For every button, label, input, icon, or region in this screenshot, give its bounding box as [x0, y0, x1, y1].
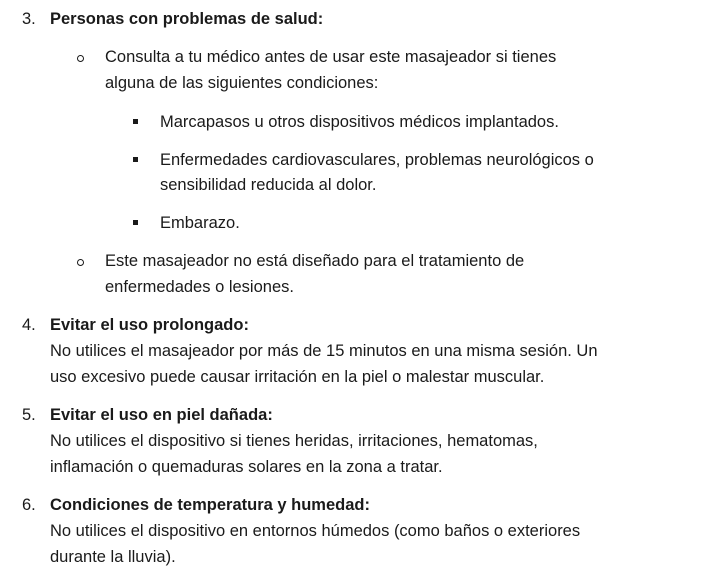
list-item-text: Este masajeador no está diseñado para el tratamiento de	[105, 252, 525, 270]
section-number: 5.	[22, 406, 36, 424]
list-item-text: sensibilidad reducida al dolor.	[160, 176, 377, 194]
section-number: 6.	[22, 496, 36, 514]
square-bullet-icon	[133, 157, 138, 162]
section-body-text: durante la lluvia).	[50, 548, 176, 566]
circle-bullet-icon	[77, 259, 84, 266]
list-item-text: Embarazo.	[160, 214, 240, 232]
section-body-text: uso excesivo puede causar irritación en la piel o malestar muscular.	[50, 368, 545, 386]
list-item-text: Enfermedades cardiovasculares, problemas neurológicos o	[160, 151, 594, 169]
section-body-text: No utilices el masajeador por más de 15 minutos en una misma sesión. Un	[50, 342, 598, 360]
list-item-text: Marcapasos u otros dispositivos médicos implantados.	[160, 113, 559, 131]
section-title: Personas con problemas de salud:	[50, 10, 324, 28]
square-bullet-icon	[133, 220, 138, 225]
square-bullet-icon	[133, 119, 138, 124]
circle-bullet-icon	[77, 55, 84, 62]
section-body-text: inflamación o quemaduras solares en la zona a tratar.	[50, 458, 443, 476]
section-number: 4.	[22, 316, 36, 334]
section-title: Evitar el uso en piel dañada:	[50, 406, 273, 424]
list-item-text: enfermedades o lesiones.	[105, 278, 294, 296]
section-body-text: No utilices el dispositivo en entornos húmedos (como baños o exteriores	[50, 522, 581, 540]
section-title: Evitar el uso prolongado:	[50, 316, 249, 334]
list-item-text: Consulta a tu médico antes de usar este masajeador si tienes	[105, 48, 557, 66]
list-item-text: alguna de las siguientes condiciones:	[105, 74, 379, 92]
section-body-text: No utilices el dispositivo si tienes heridas, irritaciones, hematomas,	[50, 432, 538, 450]
section-number: 3.	[22, 10, 36, 28]
section-title: Condiciones de temperatura y humedad:	[50, 496, 370, 514]
